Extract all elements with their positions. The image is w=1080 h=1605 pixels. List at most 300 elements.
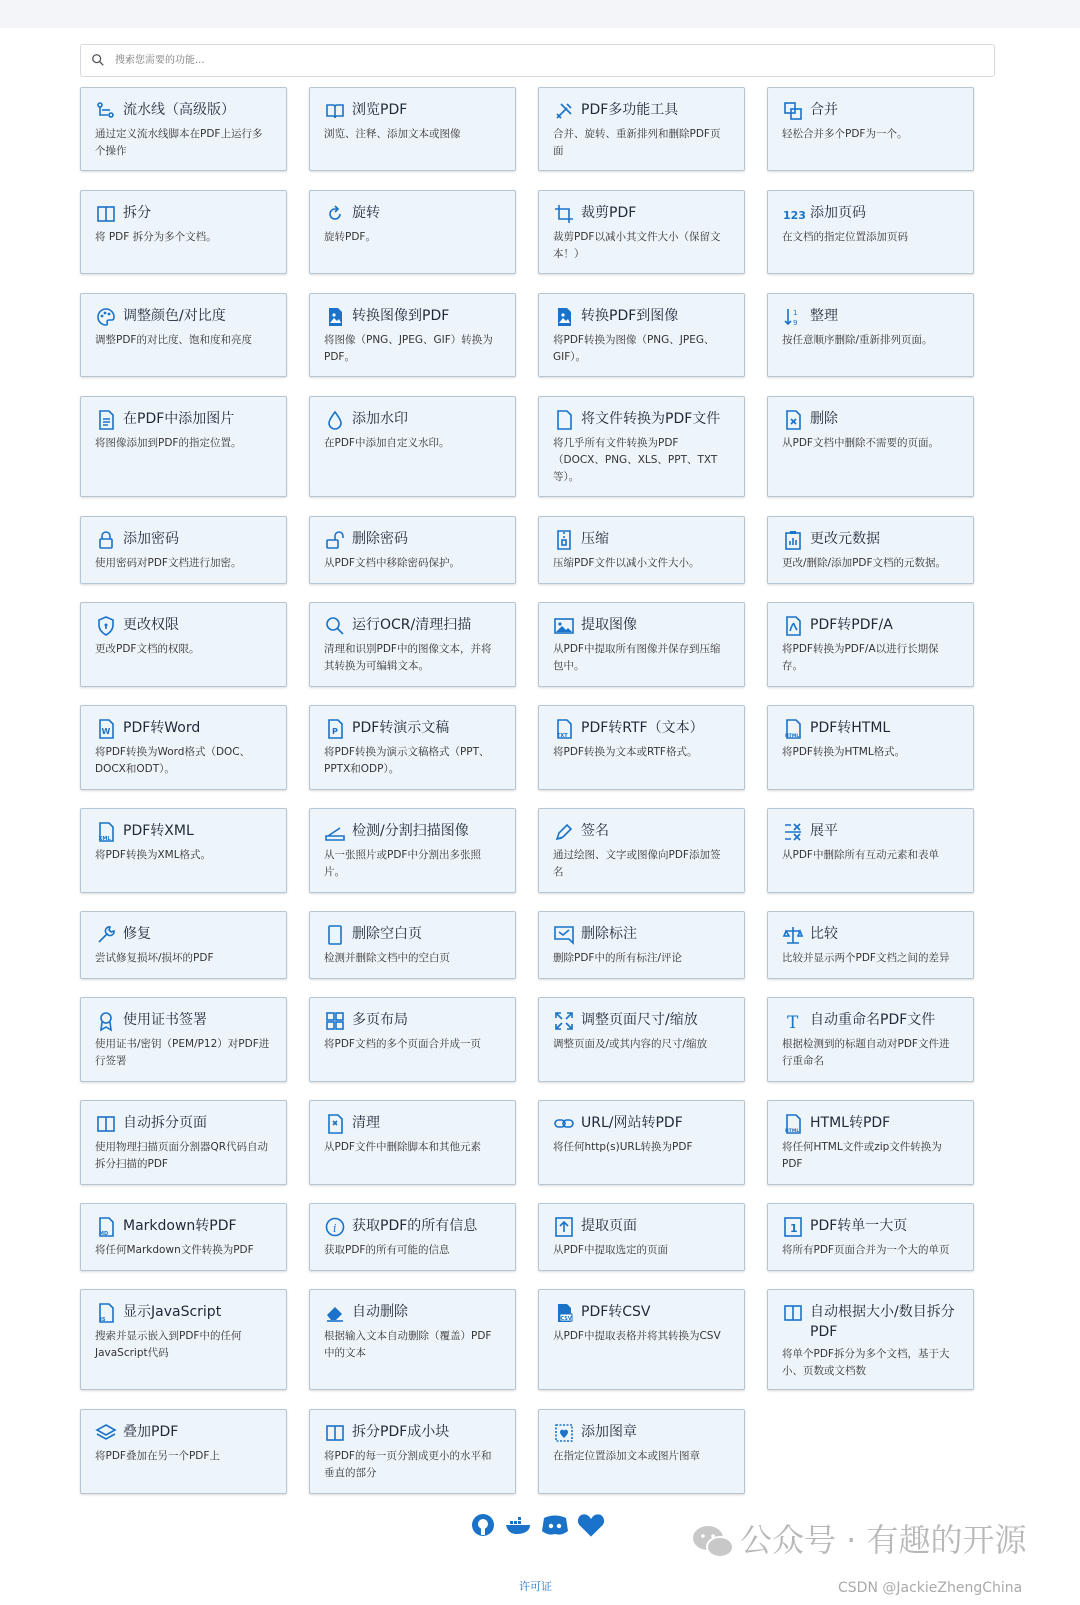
tool-card-header [95,1302,272,1324]
tool-title: URL/网站转PDF [581,1115,683,1131]
tool-description: 在指定位置添加文本或图片图章 [553,1450,700,1462]
tools-icon [553,100,575,122]
tool-card[interactable] [309,911,516,979]
image-file-icon [553,306,575,328]
svg-text:1: 1 [790,1222,798,1235]
tool-description: 使用证书/密钥（PEM/P12）对PDF进行签署 [95,1038,270,1067]
footer-icons [470,1512,604,1538]
clean-icon [324,1113,346,1135]
link-icon [553,1113,575,1135]
tool-description: 旋转PDF。 [324,231,376,243]
tool-card-header [553,100,730,122]
tool-card[interactable] [309,602,516,687]
tool-description: 从PDF中提取所有图像并保存到压缩包中。 [553,643,721,672]
tool-title: Markdown转PDF [123,1218,237,1234]
tool-title: 更改权限 [123,617,179,633]
tool-description: 将单个PDF拆分为多个文档，基于大小、页数或文档数 [782,1348,950,1377]
tool-title: 叠加PDF [123,1424,179,1440]
tool-card[interactable] [767,705,974,790]
tool-description: 使用密码对PDF文档进行加密。 [95,557,242,569]
tool-card[interactable] [309,396,516,497]
tool-description: 将任何Markdown文件转换为PDF [95,1244,254,1256]
tool-card-header [95,924,272,946]
tool-card[interactable] [767,516,974,584]
html-icon [782,1113,804,1135]
layers-icon [95,1422,117,1444]
pen-icon [553,821,575,843]
tool-card[interactable] [767,396,974,497]
tool-description: 删除PDF中的所有标注/评论 [553,952,682,964]
tool-card[interactable] [309,1203,516,1271]
tool-description: 更改/删除/添加PDF文档的元数据。 [782,557,947,569]
search-bar[interactable] [80,44,995,77]
credit-text: CSDN @JackieZhengChina [838,1580,1023,1596]
tool-card[interactable] [538,1409,745,1494]
tool-description: 检测并删除文档中的空白页 [324,952,450,964]
eraser-icon [324,1302,346,1324]
tool-description: 压缩PDF文件以减小文件大小。 [553,557,700,569]
tool-card[interactable] [538,516,745,584]
tool-card[interactable] [309,87,516,171]
tool-card[interactable] [80,1289,287,1390]
tool-title: 在PDF中添加图片 [123,411,235,427]
tool-title: PDF转HTML [810,720,891,736]
tool-card[interactable] [80,516,287,584]
tool-card-header [782,409,959,431]
tool-card-header [324,924,501,946]
tool-card-header [553,1010,730,1032]
tool-card-header [553,924,730,946]
tool-card-header [324,306,501,328]
tool-description: 将任何http(s)URL转换为PDF [553,1141,693,1153]
svg-text:W: W [101,727,111,736]
tool-description: 将PDF转换为PDF/A以进行长期保存。 [782,643,939,672]
tool-title: 删除 [810,411,838,427]
tool-card-header [553,1302,730,1324]
tool-title: 转换PDF到图像 [581,308,679,324]
tool-card-header [553,306,730,328]
word-icon [95,718,117,740]
github-icon[interactable] [470,1512,496,1538]
svg-text:JS: JS [100,1317,106,1323]
text-t-icon [782,1010,804,1032]
wrench-icon [95,924,117,946]
tool-card-header [324,1113,501,1135]
tool-card[interactable] [538,911,745,979]
csv-icon [553,1302,575,1324]
tool-title: 展平 [810,823,838,839]
tool-description: 在PDF中添加自定义水印。 [324,437,450,449]
tool-card[interactable] [80,911,287,979]
book-icon [324,100,346,122]
tool-card[interactable] [309,1100,516,1185]
txt-icon [553,718,575,740]
tool-card[interactable] [309,705,516,790]
tool-description: 在文档的指定位置添加页码 [782,231,908,243]
tool-description: 使用物理扫描页面分割器QR代码自动拆分扫描的PDF [95,1141,269,1170]
svg-text:HTML: HTML [785,1129,800,1134]
file-x-icon [782,409,804,431]
tool-title: 自动根据大小/数目拆分PDF [810,1304,955,1340]
tool-description: 将PDF的每一页分割成更小的水平和垂直的部分 [324,1450,492,1479]
unlock-icon [324,529,346,551]
tool-title: 删除密码 [352,531,408,547]
tool-description: 将PDF转换为文本或RTF格式。 [553,746,698,758]
award-icon [95,1010,117,1032]
scale-icon [782,924,804,946]
tool-card[interactable] [767,293,974,377]
tool-card-header [95,718,272,740]
tool-description: 将PDF转换为Word格式（DOC、DOCX和ODT）。 [95,746,251,775]
tool-title: 添加水印 [352,411,408,427]
tool-description: 将PDF转换为HTML格式。 [782,746,906,758]
tool-title: 运行OCR/清理扫描 [352,617,472,633]
tool-description: 裁剪PDF以减小其文件大小（保留文本！） [553,231,721,260]
tool-title: 添加密码 [123,531,179,547]
scanner-icon [324,821,346,843]
tool-description: 将几乎所有文件转换为PDF（DOCX、PNG、XLS、PPT、TXT等）。 [553,437,718,483]
tool-title: 合并 [810,102,838,118]
tool-description: 轻松合并多个PDF为一个。 [782,128,908,140]
droplet-icon [324,409,346,431]
tool-card-header [95,100,272,122]
tool-card-header [782,306,959,328]
tool-card[interactable] [767,997,974,1082]
tool-title: 清理 [352,1115,380,1131]
tool-description: 将任何HTML文件或zip文件转换为PDF [782,1141,942,1170]
pipeline-icon [95,100,117,122]
tool-card[interactable] [309,190,516,274]
tool-description: 将PDF文档的多个页面合并成一页 [324,1038,481,1050]
tool-title: 多页布局 [352,1012,408,1028]
tool-card-header [324,529,501,551]
search-icon [324,615,346,637]
flatten-icon [782,821,804,843]
tool-description: 通过绘图、文字或图像向PDF添加签名 [553,849,721,878]
tool-card[interactable] [80,1100,287,1185]
tool-card-header [553,409,730,431]
merge-icon [782,100,804,122]
tool-card-header [782,100,959,122]
rotate-icon [324,203,346,225]
tool-description: 从PDF文档中删除不需要的页面。 [782,437,939,449]
html-icon [782,718,804,740]
search-icon [91,53,107,69]
tool-description: 将 PDF 拆分为多个文档。 [95,231,217,243]
tool-description: 将PDF转换为演示文稿格式（PPT、PPTX和ODP）。 [324,746,490,775]
tool-description: 清理和识别PDF中的图像文本，并将其转换为可编辑文本。 [324,643,492,672]
stamp-icon [553,1422,575,1444]
tool-title: 将文件转换为PDF文件 [581,411,721,427]
license-link[interactable]: 许可证 [519,1580,552,1593]
picture-icon [553,615,575,637]
tool-card-header [782,821,959,843]
tool-title: 显示JavaScript [123,1304,222,1320]
tool-card[interactable] [767,602,974,687]
svg-text:CSV: CSV [560,1316,572,1322]
tool-card[interactable] [80,87,287,171]
tool-card-header [553,615,730,637]
expand-icon [553,1010,575,1032]
tool-card-header [782,615,959,637]
ppt-icon [324,718,346,740]
tool-card-header [782,1302,959,1342]
svg-text:1: 1 [793,309,798,317]
tool-description: 更改PDF文档的权限。 [95,643,200,655]
tool-title: 添加图章 [581,1424,637,1440]
annotation-icon [553,924,575,946]
numbers-icon [782,203,804,225]
tool-description: 搜索并显示嵌入到PDF中的任何JavaScript代码 [95,1330,242,1359]
tool-description: 从PDF中提取选定的页面 [553,1244,668,1256]
tool-card[interactable] [80,1409,287,1494]
tool-card-header [324,1422,501,1444]
tool-card[interactable] [309,808,516,893]
file-icon [553,409,575,431]
docker-icon[interactable] [506,1512,532,1538]
split-icon [95,1113,117,1135]
tool-card[interactable] [80,705,287,790]
split-icon [324,1422,346,1444]
tool-title: PDF多功能工具 [581,102,679,118]
tool-title: 获取PDF的所有信息 [352,1218,478,1234]
tool-card-header [95,1216,272,1238]
tool-card-header [553,529,730,551]
tool-description: 将PDF转换为图像（PNG、JPEG、GIF）。 [553,334,715,363]
sort-icon [782,306,804,328]
tool-title: 检测/分割扫描图像 [352,823,469,839]
tool-card[interactable] [538,87,745,171]
lock-icon [95,529,117,551]
crop-icon [553,203,575,225]
tool-title: 签名 [581,823,609,839]
tool-card-header [324,821,501,843]
tool-title: PDF转CSV [581,1304,651,1320]
tool-title: PDF转Word [123,720,201,736]
tool-description: 尝试修复损坏/损坏的PDF [95,952,214,964]
search-input[interactable] [113,54,917,67]
svg-text:P: P [332,727,338,736]
tool-description: 从PDF文件中删除脚本和其他元素 [324,1141,481,1153]
tool-description: 通过定义流水线脚本在PDF上运行多个操作 [95,128,263,157]
one-icon [782,1216,804,1238]
svg-text:MD: MD [99,1231,109,1237]
tool-card-header [95,203,272,225]
tool-card[interactable] [80,602,287,687]
top-bar [0,0,1080,28]
tool-title: 调整颜色/对比度 [123,308,226,324]
tool-card[interactable] [538,1100,745,1185]
tool-description: 调整PDF的对比度、饱和度和亮度 [95,334,252,346]
tool-title: 调整页面尺寸/缩放 [581,1012,698,1028]
tool-description: 从PDF中删除所有互动元素和表单 [782,849,939,861]
tool-card[interactable] [309,997,516,1082]
tool-card[interactable] [767,1203,974,1271]
tool-card[interactable] [767,190,974,274]
svg-text:i: i [333,1222,337,1235]
tool-title: 删除标注 [581,926,637,942]
split-icon [782,1302,804,1324]
tool-card-header [324,1302,501,1324]
tool-title: 比较 [810,926,838,942]
md-icon [95,1216,117,1238]
tool-card[interactable] [309,1289,516,1390]
info-icon [324,1216,346,1238]
shield-icon [95,615,117,637]
tool-description: 合并、旋转、重新排列和删除PDF页面 [553,128,721,157]
tool-description: 浏览、注释、添加文本或图像 [324,128,461,140]
tool-card-header [324,100,501,122]
tool-card-header [782,1113,959,1135]
tool-description: 调整页面及/或其内容的尺寸/缩放 [553,1038,708,1050]
tool-title: 转换图像到PDF [352,308,450,324]
tool-card[interactable] [538,396,745,497]
svg-text:9: 9 [793,319,798,327]
pdf-icon [782,615,804,637]
tool-description: 根据检测到的标题自动对PDF文件进行重命名 [782,1038,950,1067]
tool-card-header [95,1010,272,1032]
tool-card-header [782,529,959,551]
grid-icon [324,1010,346,1032]
tool-title: 自动删除 [352,1304,408,1320]
tool-card-header [95,1113,272,1135]
tool-description: 从PDF中提取表格并将其转换为CSV [553,1330,721,1342]
tool-card-header [553,821,730,843]
tool-description: 从一张照片或PDF中分割出多张照片。 [324,849,481,878]
svg-text:T: T [787,1013,799,1033]
tool-title: 提取页面 [581,1218,637,1234]
tool-card-header [324,1010,501,1032]
tool-card-header [95,1422,272,1444]
tool-card-header [95,615,272,637]
tool-title: PDF转演示文稿 [352,720,450,736]
tool-title: 旋转 [352,205,380,221]
tool-card[interactable] [767,911,974,979]
tool-card[interactable] [309,1409,516,1494]
heart-icon[interactable] [578,1512,604,1538]
xml-icon [95,821,117,843]
tool-card-header [782,1216,959,1238]
tool-title: 整理 [810,308,838,324]
wechat-logo-icon [690,1522,736,1562]
tool-description: 将图像（PNG、JPEG、GIF）转换为PDF。 [324,334,493,363]
svg-text:XML: XML [98,836,111,842]
tool-title: 自动重命名PDF文件 [810,1012,936,1028]
tool-card[interactable] [538,1289,745,1390]
js-icon [95,1302,117,1324]
tool-card-header [95,409,272,431]
tool-card-header [782,203,959,225]
tool-title: 拆分 [123,205,151,221]
tool-card-header [324,409,501,431]
svg-text:TXT: TXT [557,733,568,739]
upload-icon [553,1216,575,1238]
tool-title: PDF转XML [123,823,194,839]
tool-card[interactable] [80,1203,287,1271]
tool-title: 自动拆分页面 [123,1115,207,1131]
tool-title: 裁剪PDF [581,205,637,221]
tool-title: HTML转PDF [810,1115,891,1131]
image-file-icon [324,306,346,328]
tool-title: 浏览PDF [352,102,408,118]
tool-title: PDF转RTF（文本） [581,720,704,736]
tool-description: 比较并显示两个PDF文档之间的差异 [782,952,950,964]
tool-card[interactable] [80,293,287,377]
tool-title: 更改元数据 [810,531,880,547]
tool-card-header [782,1010,959,1032]
tool-card[interactable] [538,293,745,377]
tool-card[interactable] [767,1289,974,1390]
tool-card[interactable] [767,808,974,893]
split-icon [95,203,117,225]
tool-description: 按任意顺序删除/重新排列页面。 [782,334,933,346]
tool-description: 将图像添加到PDF的指定位置。 [95,437,242,449]
clipboard-chart-icon [782,529,804,551]
tool-description: 将PDF叠加在另一个PDF上 [95,1450,220,1462]
tool-description: 根据输入文本自动删除（覆盖）PDF中的文本 [324,1330,492,1359]
palette-icon [95,306,117,328]
tool-title: 压缩 [581,531,609,547]
tool-card[interactable] [767,1100,974,1185]
tool-title: PDF转单一大页 [810,1218,908,1234]
watermark-text: 公众号 · 有趣的开源 [740,1521,1027,1559]
tool-title: 提取图像 [581,617,637,633]
tool-title: 修复 [123,926,151,942]
tool-card-header [95,821,272,843]
tool-card[interactable] [309,293,516,377]
tool-card-header [782,924,959,946]
tool-card-header [553,718,730,740]
svg-text:123: 123 [783,209,806,222]
tool-title: PDF转PDF/A [810,617,893,633]
tool-title: 使用证书签署 [123,1012,207,1028]
tool-description: 将PDF转换为XML格式。 [95,849,212,861]
tool-card-header [553,203,730,225]
tool-card-header [324,1216,501,1238]
tool-card[interactable] [538,705,745,790]
tool-card-header [95,306,272,328]
tool-card[interactable] [538,1203,745,1271]
tool-card-header [324,718,501,740]
tool-card-header [553,1216,730,1238]
tool-card-header [553,1113,730,1135]
file-text-icon [95,409,117,431]
tool-card-header [324,203,501,225]
tool-title: 删除空白页 [352,926,422,942]
tool-card-header [782,718,959,740]
tool-card[interactable] [767,87,974,171]
tool-title: 拆分PDF成小块 [352,1424,450,1440]
tool-card-header [324,615,501,637]
tool-card[interactable] [80,997,287,1082]
tool-card[interactable] [80,396,287,497]
svg-text:HTML: HTML [785,734,800,739]
tool-card[interactable] [538,602,745,687]
zip-icon [553,529,575,551]
tool-card[interactable] [80,190,287,274]
tool-card[interactable] [538,190,745,274]
discord-icon[interactable] [542,1512,568,1538]
tool-title: 流水线（高级版） [123,102,235,118]
tool-card[interactable] [538,808,745,893]
tool-card[interactable] [80,808,287,893]
blank-page-icon [324,924,346,946]
tool-description: 获取PDF的所有可能的信息 [324,1244,450,1256]
tool-card-header [95,529,272,551]
tool-card[interactable] [309,516,516,584]
tool-description: 将所有PDF页面合并为一个大的单页 [782,1244,950,1256]
tool-card[interactable] [538,997,745,1082]
